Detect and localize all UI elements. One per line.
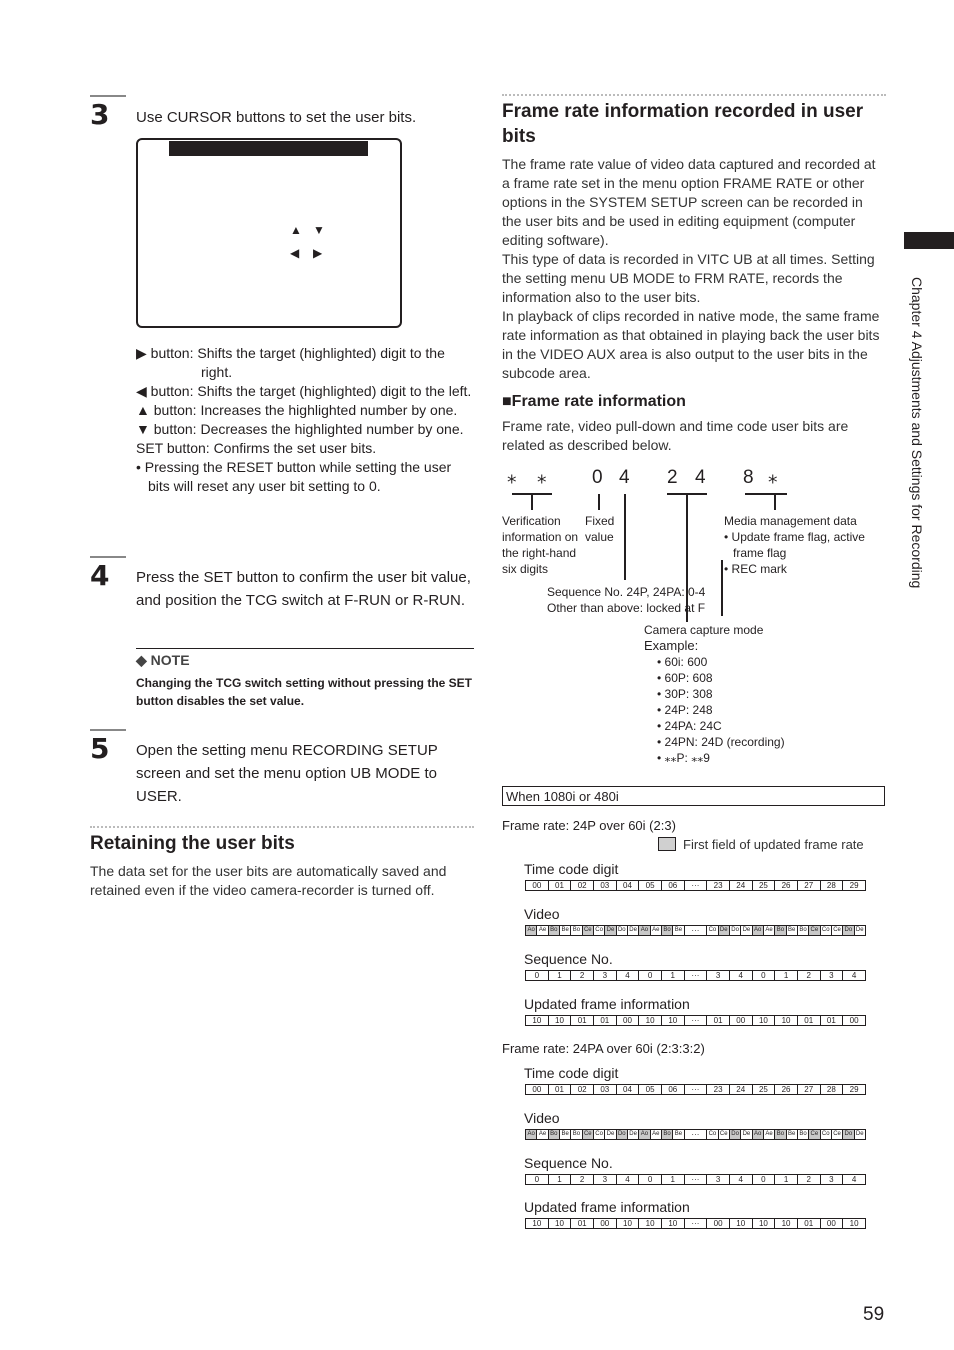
field-cell: Bo xyxy=(571,926,582,936)
table-cell: 10 xyxy=(752,1016,775,1026)
chapter-tab xyxy=(904,232,954,249)
table-cell: 1 xyxy=(775,971,798,981)
field-cell: Be xyxy=(786,926,797,936)
connector-line xyxy=(531,494,533,510)
digit-asterisk: ⁎ xyxy=(768,467,778,488)
sequence-line: Sequence No. 24P, 24PA: 0-4 xyxy=(547,585,706,599)
list-item xyxy=(136,344,476,382)
table-cell: 1 xyxy=(661,1175,684,1185)
paragraph: This type of data is recorded in VITC UB at all times. Setting the setting menu UB MODE to FRM RATE, records the information also to the user bits. xyxy=(502,251,875,305)
up-arrow-icon: ▲ xyxy=(290,223,302,237)
table-cell: 10 xyxy=(639,1016,662,1026)
field-cell: Co xyxy=(820,926,831,936)
user-bits-screen xyxy=(136,138,402,328)
table-cell: 23 xyxy=(707,881,730,891)
video-table xyxy=(525,1129,866,1140)
seq-label: Sequence No. xyxy=(524,1155,613,1171)
table-cell: 3 xyxy=(820,971,843,981)
field-cell: Do xyxy=(729,1130,740,1140)
sequence-label xyxy=(547,584,705,616)
ellipsis-cell: ··· xyxy=(684,1219,707,1229)
field-cell: Be xyxy=(673,926,684,936)
field-cell: Ce xyxy=(831,1130,842,1140)
table-cell: 00 xyxy=(526,881,549,891)
note-rule xyxy=(136,648,474,649)
digit-asterisk: ⁎ xyxy=(537,467,547,488)
list-item-text: button: Increases the highlighted number by one. xyxy=(149,402,458,418)
table-cell: 3 xyxy=(820,1175,843,1185)
subtext: Frame rate, video pull-down and time code user bits are related as described below. xyxy=(502,418,849,453)
field-cell: Bo xyxy=(548,1130,559,1140)
field-cell: Bo xyxy=(661,1130,672,1140)
table-cell: 10 xyxy=(775,1219,798,1229)
frame-rate-title: Frame rate information recorded in user bits xyxy=(502,101,864,147)
table-cell: 10 xyxy=(843,1219,866,1229)
up-triangle-icon: ▲ xyxy=(136,402,150,418)
fixed-label: Fixed value xyxy=(585,514,615,544)
table-cell: 25 xyxy=(752,881,775,891)
upd-label: Updated frame information xyxy=(524,1199,690,1215)
example-title: Example: xyxy=(644,638,699,653)
table-cell: 10 xyxy=(526,1016,549,1026)
table-cell: 1 xyxy=(548,1175,571,1185)
down-arrow-icon: ▼ xyxy=(313,223,325,237)
table-cell: 02 xyxy=(571,1085,594,1095)
ellipsis-cell: ··· xyxy=(684,971,707,981)
example-item: • ⁎⁎P: ⁎⁎9 xyxy=(657,751,710,765)
reset-bullet: • Pressing the RESET button while setting the user bits will reset any user bit setting to 0. xyxy=(136,459,452,494)
step5-text: Open the setting menu RECORDING SETUP screen and set the menu option UB MODE to USER. xyxy=(136,742,438,805)
tc-table xyxy=(525,880,866,891)
connector-line xyxy=(774,494,776,510)
table-cell: 25 xyxy=(752,1085,775,1095)
table-cell: 00 xyxy=(593,1219,616,1229)
field-cell: De xyxy=(741,1130,752,1140)
digit: 0 xyxy=(592,467,603,488)
media-item: • REC mark xyxy=(724,562,787,576)
table-cell: 10 xyxy=(639,1219,662,1229)
field-cell: Ae xyxy=(650,1130,661,1140)
example-item: • 30P: 308 xyxy=(657,687,713,701)
field-cell: De xyxy=(605,1130,616,1140)
table-cell: 0 xyxy=(639,971,662,981)
table-cell: 28 xyxy=(820,881,843,891)
table-cell: 23 xyxy=(707,1085,730,1095)
verification-label: Verification information on the right-hand six digits xyxy=(502,514,579,576)
down-triangle-icon: ▼ xyxy=(136,421,150,437)
digit-asterisk: ⁎ xyxy=(507,467,517,488)
connector-line xyxy=(598,494,600,510)
field-cell: De xyxy=(741,926,752,936)
table-cell: 10 xyxy=(729,1219,752,1229)
paragraph: The frame rate value of video data captured and recorded at a frame rate set in the menu option FRAME RATE or other options in the SYSTEM SETUP screen can be recorded in the user bits and be used in editing equipment (computer editing software). xyxy=(502,156,876,248)
chapter-label: Chapter 4 Adjustments and Settings for Recording xyxy=(909,277,925,589)
field-cell: Be xyxy=(559,926,570,936)
frame-rate-intro xyxy=(502,155,886,383)
ellipsis-cell: ··· xyxy=(684,1130,707,1140)
tc-label: Time code digit xyxy=(524,861,619,877)
table-cell: 26 xyxy=(775,881,798,891)
field-cell: Ce xyxy=(582,1130,593,1140)
example-item: • 24P: 248 xyxy=(657,703,713,717)
field-cell: Do xyxy=(843,1130,854,1140)
list-item-text: button: Shifts the target (highlighted) digit to the right. xyxy=(146,345,445,380)
media-title: Media management data xyxy=(724,514,857,528)
step-number-5: 5 xyxy=(90,732,110,765)
table-cell: 10 xyxy=(661,1219,684,1229)
field-cell: Do xyxy=(616,926,627,936)
video-label: Video xyxy=(524,1110,560,1126)
table-cell: 4 xyxy=(843,1175,866,1185)
step4-text: Press the SET button to confirm the user bit value, and position the TCG switch at F-RUN or R-RUN. xyxy=(136,569,471,609)
field-cell: De xyxy=(718,926,729,936)
connector-line xyxy=(721,560,723,616)
table-cell: 24 xyxy=(729,881,752,891)
field-cell: Be xyxy=(559,1130,570,1140)
table-cell: 4 xyxy=(843,971,866,981)
page-number: 59 xyxy=(863,1304,885,1325)
step-divider xyxy=(90,729,126,731)
field-cell: Ae xyxy=(537,1130,548,1140)
ellipsis-cell: ··· xyxy=(684,1016,707,1026)
section-divider xyxy=(502,94,886,96)
field-cell: Ce xyxy=(809,1130,820,1140)
table-cell: 06 xyxy=(661,881,684,891)
table-cell: 2 xyxy=(571,1175,594,1185)
field-cell: Co xyxy=(707,1130,718,1140)
table-cell: 05 xyxy=(639,881,662,891)
table-cell: 0 xyxy=(526,1175,549,1185)
note-title: ◆ NOTE xyxy=(136,652,190,668)
step-number-3: 3 xyxy=(90,98,110,131)
seq-table xyxy=(525,970,866,981)
table-cell: 00 xyxy=(729,1016,752,1026)
table-cell: 06 xyxy=(661,1085,684,1095)
field-cell: Ao xyxy=(752,926,763,936)
retaining-text: The data set for the user bits are automatically saved and retained even if the video camera-recorder is turned off. xyxy=(90,863,447,898)
table-cell: 02 xyxy=(571,881,594,891)
list-item xyxy=(136,401,476,420)
left-arrow-icon: ◀ xyxy=(290,246,300,260)
table-cell: 10 xyxy=(616,1219,639,1229)
table-cell: 1 xyxy=(661,971,684,981)
cursor-button-list xyxy=(136,344,476,496)
table-cell: 0 xyxy=(639,1175,662,1185)
field-cell: Ce xyxy=(831,926,842,936)
table-cell: 00 xyxy=(843,1016,866,1026)
section1-title: Frame rate: 24P over 60i (2:3) xyxy=(502,818,676,833)
list-item xyxy=(136,420,476,439)
table-cell: 2 xyxy=(797,971,820,981)
table-cell: 10 xyxy=(661,1016,684,1026)
left-triangle-icon: ◀ xyxy=(136,383,147,399)
field-cell: De xyxy=(854,1130,865,1140)
table-cell: 10 xyxy=(548,1219,571,1229)
table-cell: 01 xyxy=(593,1016,616,1026)
field-cell: De xyxy=(627,926,638,936)
table-cell: 29 xyxy=(843,1085,866,1095)
table-cell: 01 xyxy=(797,1219,820,1229)
table-cell: 27 xyxy=(797,881,820,891)
video-label: Video xyxy=(524,906,560,922)
table-cell: 3 xyxy=(593,971,616,981)
field-cell: De xyxy=(854,926,865,936)
seq-label: Sequence No. xyxy=(524,951,613,967)
table-cell: 0 xyxy=(752,1175,775,1185)
example-item: • 24PN: 24D (recording) xyxy=(657,735,785,749)
table-cell: 29 xyxy=(843,881,866,891)
legend-swatch xyxy=(658,837,676,851)
table-cell: 4 xyxy=(729,1175,752,1185)
table-cell: 2 xyxy=(571,971,594,981)
field-cell: Co xyxy=(820,1130,831,1140)
table-cell: 01 xyxy=(707,1016,730,1026)
connector-line xyxy=(624,494,626,580)
field-cell: Co xyxy=(593,926,604,936)
step-divider xyxy=(90,556,126,558)
table-cell: 4 xyxy=(616,971,639,981)
tc-table xyxy=(525,1084,866,1095)
field-cell: De xyxy=(627,1130,638,1140)
ellipsis-cell: ··· xyxy=(684,1085,707,1095)
table-cell: 10 xyxy=(548,1016,571,1026)
table-cell: 0 xyxy=(752,971,775,981)
field-cell: Ao xyxy=(752,1130,763,1140)
field-cell: Be xyxy=(786,1130,797,1140)
field-cell: Ae xyxy=(763,1130,774,1140)
table-cell: 01 xyxy=(571,1016,594,1026)
tc-label: Time code digit xyxy=(524,1065,619,1081)
field-cell: Bo xyxy=(548,926,559,936)
right-triangle-icon: ▶ xyxy=(136,345,147,361)
table-cell: 4 xyxy=(616,1175,639,1185)
field-cell: Do xyxy=(729,926,740,936)
field-cell: Ce xyxy=(809,926,820,936)
table-cell: 3 xyxy=(593,1175,616,1185)
when-box: When 1080i or 480i xyxy=(502,786,885,806)
video-table xyxy=(525,925,866,936)
section2-title: Frame rate: 24PA over 60i (2:3:3:2) xyxy=(502,1041,705,1056)
table-cell: 01 xyxy=(548,881,571,891)
field-cell: Ao xyxy=(526,1130,537,1140)
step-divider xyxy=(90,95,126,97)
table-cell: 3 xyxy=(707,1175,730,1185)
table-cell: 01 xyxy=(548,1085,571,1095)
table-cell: 2 xyxy=(797,1175,820,1185)
field-cell: Bo xyxy=(797,1130,808,1140)
table-cell: 26 xyxy=(775,1085,798,1095)
media-label xyxy=(724,513,884,577)
field-cell: Ae xyxy=(763,926,774,936)
field-cell: Ce xyxy=(582,926,593,936)
digit: 8 xyxy=(743,467,754,488)
table-cell: 1 xyxy=(548,971,571,981)
table-cell: 01 xyxy=(571,1219,594,1229)
screen-header-bar xyxy=(169,141,368,156)
connector-line xyxy=(512,493,552,495)
field-cell: Co xyxy=(707,926,718,936)
example-item: • 24PA: 24C xyxy=(657,719,722,733)
upd-label: Updated frame information xyxy=(524,996,690,1012)
connector-line xyxy=(667,493,707,495)
table-cell: 1 xyxy=(775,1175,798,1185)
field-cell: Ao xyxy=(639,926,650,936)
table-cell: 03 xyxy=(593,1085,616,1095)
note-text: Changing the TCG switch setting without pressing the SET button disables the set value. xyxy=(136,676,473,708)
example-list xyxy=(644,654,785,766)
field-cell: Bo xyxy=(797,926,808,936)
table-cell: 05 xyxy=(639,1085,662,1095)
right-arrow-icon: ▶ xyxy=(313,246,323,260)
camera-label xyxy=(644,622,785,766)
example-item: • 60P: 608 xyxy=(657,671,713,685)
retaining-title: Retaining the user bits xyxy=(90,833,295,854)
field-cell: Ae xyxy=(537,926,548,936)
ellipsis-cell: ··· xyxy=(684,881,707,891)
seq-table xyxy=(525,1174,866,1185)
field-cell: Be xyxy=(673,1130,684,1140)
table-cell: 0 xyxy=(526,971,549,981)
field-cell: Bo xyxy=(775,926,786,936)
connector-line xyxy=(745,493,787,495)
step3-title: Use CURSOR buttons to set the user bits. xyxy=(136,109,417,126)
table-cell: 10 xyxy=(775,1016,798,1026)
sequence-line: Other than above: locked at F xyxy=(547,601,706,615)
list-item xyxy=(136,382,476,401)
table-cell: 00 xyxy=(820,1219,843,1229)
upd-table xyxy=(525,1015,866,1026)
field-cell: Bo xyxy=(775,1130,786,1140)
ellipsis-cell: ··· xyxy=(684,1175,707,1185)
table-cell: 03 xyxy=(593,881,616,891)
set-button-text: SET button: Confirms the set user bits. xyxy=(136,440,377,456)
legend-label: First field of updated frame rate xyxy=(683,837,864,852)
table-cell: 4 xyxy=(729,971,752,981)
paragraph: In playback of clips recorded in native mode, the same frame rate information as that obtained in playing back the user bits in the VIDEO AUX area is also output to the user bits in the subcode area. xyxy=(502,308,880,381)
field-cell: Bo xyxy=(661,926,672,936)
table-cell: 10 xyxy=(752,1219,775,1229)
step-number-4: 4 xyxy=(90,559,110,592)
subhead: ■Frame rate information xyxy=(502,393,686,410)
digit: 4 xyxy=(695,467,706,488)
ellipsis-cell: ··· xyxy=(684,926,707,936)
field-cell: Bo xyxy=(571,1130,582,1140)
list-item-text: button: Shifts the target (highlighted) digit to the left. xyxy=(146,383,472,399)
camera-title: Camera capture mode xyxy=(644,623,764,637)
list-item-text: button: Decreases the highlighted number by one. xyxy=(149,421,464,437)
table-cell: 00 xyxy=(616,1016,639,1026)
field-cell: Ae xyxy=(650,926,661,936)
field-cell: Do xyxy=(616,1130,627,1140)
digit: 4 xyxy=(619,467,630,488)
table-cell: 28 xyxy=(820,1085,843,1095)
section-divider xyxy=(90,826,474,828)
table-cell: 04 xyxy=(616,881,639,891)
field-cell: De xyxy=(605,926,616,936)
table-cell: 24 xyxy=(729,1085,752,1095)
table-cell: 3 xyxy=(707,971,730,981)
field-cell: Co xyxy=(593,1130,604,1140)
digit: 2 xyxy=(667,467,678,488)
upd-table xyxy=(525,1218,866,1229)
field-cell: Ao xyxy=(639,1130,650,1140)
table-cell: 01 xyxy=(797,1016,820,1026)
media-item: • Update frame flag, active frame flag xyxy=(724,530,865,560)
table-cell: 27 xyxy=(797,1085,820,1095)
field-cell: Ao xyxy=(526,926,537,936)
table-cell: 00 xyxy=(707,1219,730,1229)
table-cell: 00 xyxy=(526,1085,549,1095)
field-cell: Ce xyxy=(718,1130,729,1140)
example-item: • 60i: 600 xyxy=(657,655,708,669)
table-cell: 10 xyxy=(526,1219,549,1229)
field-cell: Do xyxy=(843,926,854,936)
table-cell: 01 xyxy=(820,1016,843,1026)
table-cell: 04 xyxy=(616,1085,639,1095)
